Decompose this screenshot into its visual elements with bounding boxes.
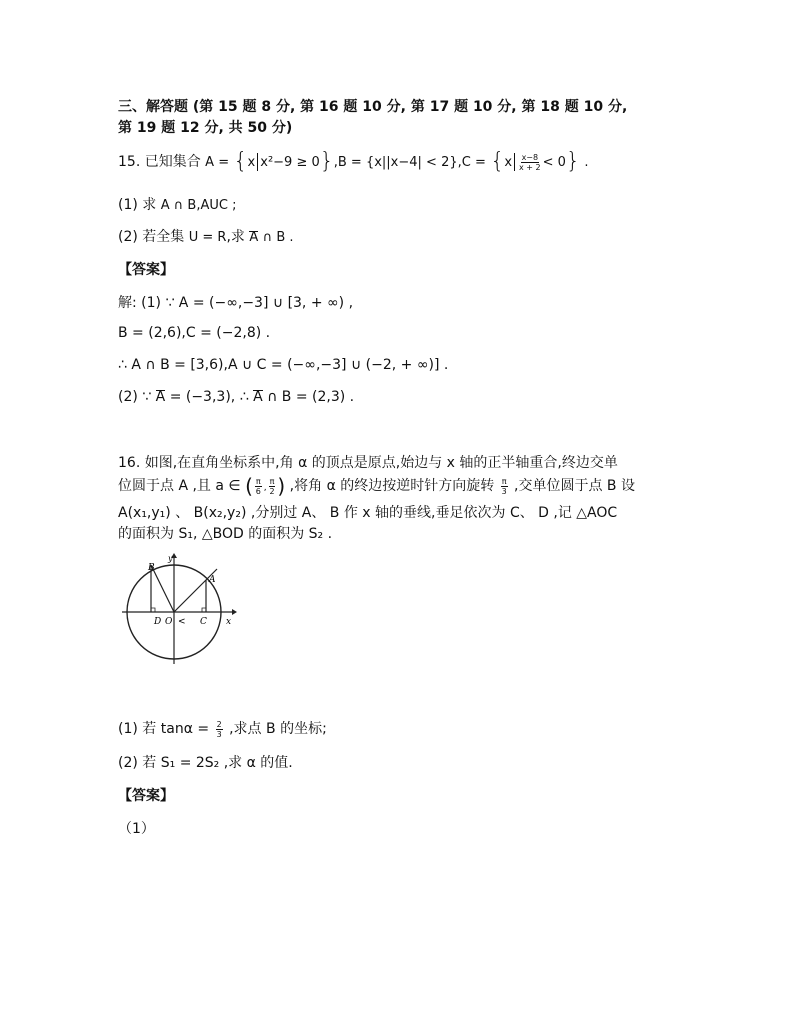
interval-fraction-2 — [269, 477, 276, 496]
q16-line3: A(x₁,y₁) 、 B(x₂,y₂) ,分别过 A、 B 作 x 轴的垂线,垂足依次为 C、 D ,记 △AOC — [118, 505, 618, 521]
fraction-numerator: π — [269, 476, 275, 486]
paren-open-icon: ( — [245, 474, 253, 498]
q15-part2-expr2-tail: ∩ B . — [262, 230, 294, 245]
q16-line2-c: ,交单位圆于点 B 设 — [514, 478, 635, 494]
unit-circle-figure — [118, 552, 238, 664]
q16-line2-b: ,将角 α 的终边按逆时针方向旋转 — [289, 478, 495, 494]
q15-part2-text2: ,求 — [226, 229, 245, 245]
q16-part1-label: (1) — [118, 721, 138, 737]
alpha-mark: < — [178, 617, 186, 627]
q15-part1-label: (1) — [118, 197, 138, 213]
label-y: y — [168, 554, 173, 563]
q15-solution-line3: ∴ A ∩ B = [3,6),A ∪ C = (−∞,−3] ∪ (−2, + ∞)] . — [118, 357, 449, 373]
q16-line1: 16. 如图,在直角坐标系中,角 α 的顶点是原点,始边与 x 轴的正半轴重合,终边交单 — [118, 455, 618, 471]
q16-part1-tail: ,求点 B 的坐标; — [229, 721, 327, 737]
fraction-numerator: π — [255, 476, 261, 486]
q16-part1 — [118, 718, 327, 739]
q15-part2-complement: A — [249, 230, 259, 245]
q15-answer-label: 【答案】 — [118, 262, 174, 278]
q15-sol4-a: (2) ∵ — [118, 389, 152, 405]
rotation-fraction — [501, 477, 508, 496]
q15-end: . — [584, 155, 589, 170]
q15-sol4-complement: A — [155, 389, 166, 405]
q15-setC-tail: < 0 — [542, 155, 566, 170]
setbuilder-bar — [257, 153, 258, 171]
brace-close-icon: } — [319, 149, 334, 174]
tan-fraction — [216, 720, 223, 739]
comma: , — [263, 483, 267, 493]
q15-sol4-c: ∩ B = (2,3) . — [267, 389, 355, 405]
fraction-denominator: 2 — [269, 486, 275, 496]
q15-number: 15. — [118, 154, 141, 170]
q15-setA-cond: x²−9 ≥ 0 — [260, 155, 320, 170]
q15-part1 — [118, 194, 236, 214]
fraction-denominator: 6 — [255, 486, 261, 496]
q15-setC-fraction — [519, 153, 541, 172]
q15-solution-line4 — [118, 389, 354, 405]
setbuilder-bar — [514, 153, 515, 171]
section-heading-line1: 三、解答题 (第 15 题 8 分, 第 16 题 10 分, 第 17 题 10 分, 第 18 题 10 分, — [118, 99, 628, 115]
q15-part1-text: 求 — [142, 197, 157, 213]
q15-part1-expr: A ∩ B,AUC ; — [160, 198, 237, 213]
q16-line2-a: 位圆于点 A ,且 a ∈ — [118, 478, 241, 494]
brace-open-icon: { — [490, 149, 505, 174]
q15-solution-line2: B = (2,6),C = (−2,8) . — [118, 325, 271, 341]
q15-sol4-b: = (−3,3), ∴ — [169, 389, 249, 405]
brace-open-icon: { — [233, 149, 248, 174]
q16-line2 — [118, 474, 635, 498]
fraction-denominator: x + 2 — [519, 162, 541, 172]
brace-close-icon: } — [565, 149, 580, 174]
q15-setB: ,B = {x||x−4| < 2},C = — [333, 155, 486, 170]
q15-setA-label: A = — [205, 155, 230, 170]
q16-part2-label: (2) — [118, 755, 138, 771]
q15-part2-label: (2) — [118, 229, 138, 245]
q15-part2-expr1: U = R — [188, 230, 227, 245]
q16-part2 — [118, 752, 293, 772]
q15-part2 — [118, 226, 294, 246]
paren-close-icon: ) — [277, 474, 286, 498]
fraction-numerator: 2 — [216, 719, 222, 729]
fraction-denominator: 3 — [216, 729, 222, 739]
label-O: O — [165, 617, 173, 627]
q16-answer-label: 【答案】 — [118, 788, 174, 804]
label-C: C — [200, 617, 207, 627]
q15-solution-line1: 解: (1) ∵ A = (−∞,−3] ∪ [3, + ∞) , — [118, 295, 354, 311]
fraction-numerator: π — [501, 476, 507, 486]
q15-lead: 已知集合 — [144, 154, 201, 170]
fraction-denominator: 3 — [501, 486, 507, 496]
label-B: B — [148, 563, 155, 573]
q15-setA-var: x — [247, 155, 256, 170]
q15-statement — [118, 151, 589, 172]
label-x: x — [226, 617, 232, 627]
q16-part2-text: 若 S₁ = 2S₂ ,求 α 的值. — [142, 755, 293, 771]
x-axis-arrow-icon — [232, 609, 237, 615]
section-heading-line2: 第 19 题 12 分, 共 50 分) — [118, 120, 293, 136]
interval-fraction-1 — [255, 477, 262, 496]
q16-line4: 的面积为 S₁, △BOD 的面积为 S₂ . — [118, 526, 333, 542]
q16-answer-part1: （1） — [118, 821, 155, 837]
q16-part1-text: 若 tanα = — [142, 721, 210, 737]
q15-part2-text: 若全集 — [142, 229, 185, 245]
fraction-numerator: x−8 — [521, 152, 539, 162]
label-A: A — [209, 575, 216, 585]
label-D: D — [154, 617, 162, 627]
q15-setC-var: x — [504, 155, 513, 170]
q15-sol4-complement2: A — [253, 389, 263, 405]
